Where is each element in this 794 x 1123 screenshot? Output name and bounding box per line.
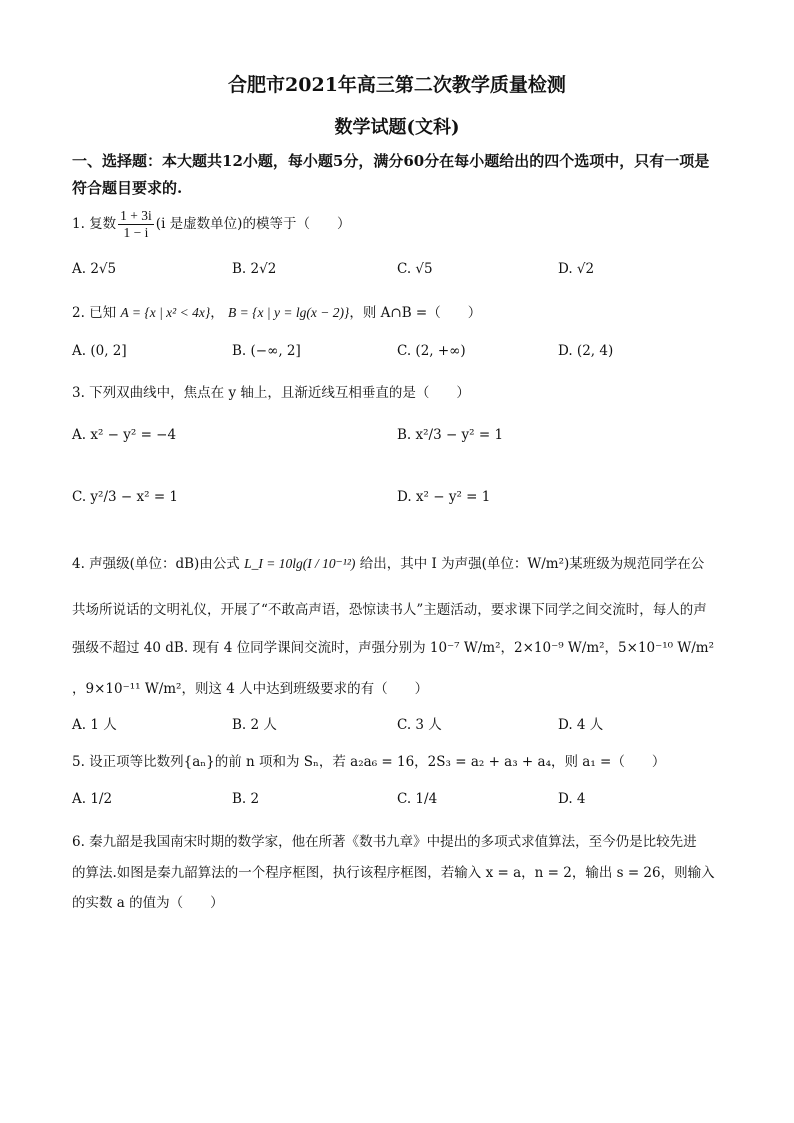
exam-subtitle: 数学试题(文科) <box>334 117 460 138</box>
q5-option-a: A. 1/2 <box>72 791 113 807</box>
q2-text-a: 2. 已知 <box>72 305 117 321</box>
q4-formula: L_I = 10lg(I / 10⁻¹²) <box>244 556 356 571</box>
question-4-line-1 <box>72 552 704 572</box>
question-4-line-3: 强级不超过 40 dB. 现有 4 位同学课间交流时，声强分别为 10⁻⁷ W/m²，2×10⁻⁹ W/m²，5×10⁻¹⁰ W/m² <box>72 640 715 656</box>
q2-text-b: ，则 A∩B =（ ） <box>349 305 482 321</box>
q1-option-d: D. √2 <box>558 261 595 277</box>
q1-option-b: B. 2√2 <box>232 261 277 277</box>
q2-set-a: A = {x | x² < 4x} <box>120 305 211 320</box>
q1-suffix: (i 是虚数单位)的模等于（ ） <box>155 216 351 232</box>
q3-option-d: D. x² − y² = 1 <box>397 489 491 505</box>
q2-option-d: D. (2, 4) <box>558 343 614 359</box>
q4-option-d: D. 4 人 <box>558 717 604 733</box>
q1-frac-numerator: 1 + 3i <box>120 208 152 223</box>
q4-option-c: C. 3 人 <box>397 717 442 733</box>
q4-line1-a: 4. 声强级(单位：dB)由公式 <box>72 556 240 572</box>
question-6-line-2: 的算法.如图是秦九韶算法的一个程序框图，执行该程序框图，若输入 x = a，n = 2，输出 s = 26，则输入 <box>72 865 715 881</box>
q4-line1-b: 给出，其中 I 为声强(单位：W/m²)某班级为规范同学在公 <box>359 556 705 572</box>
q5-option-d: D. 4 <box>558 791 586 807</box>
q5-option-b: B. 2 <box>232 791 260 807</box>
q1-frac-denominator: 1 − i <box>123 225 149 240</box>
question-4-line-2: 共场所说话的文明礼仪，开展了“不敢高声语，恐惊读书人”主题活动，要求课下同学之间交流时，每人的声 <box>72 602 707 618</box>
q1-option-a: A. 2√5 <box>72 261 117 277</box>
q1-prefix: 1. 复数 <box>72 216 117 232</box>
q2-option-b: B. (−∞, 2] <box>232 343 301 359</box>
q1-fraction <box>118 208 154 241</box>
question-1 <box>72 208 350 241</box>
q4-option-b: B. 2 人 <box>232 717 277 733</box>
q2-set-b: B = {x | y = lg(x − 2)} <box>228 305 350 320</box>
question-4-line-4: ，9×10⁻¹¹ W/m²，则这 4 人中达到班级要求的有（ ） <box>72 681 429 697</box>
q3-option-b: B. x²/3 − y² = 1 <box>397 427 504 443</box>
q3-option-c: C. y²/3 − x² = 1 <box>72 489 179 505</box>
question-2 <box>72 301 481 321</box>
q4-option-a: A. 1 人 <box>72 717 117 733</box>
q5-option-c: C. 1/4 <box>397 791 438 807</box>
q2-option-c: C. (2, +∞) <box>397 343 466 359</box>
q2-option-a: A. (0, 2] <box>72 343 127 359</box>
section-header: 一、选择题：本大题共12小题，每小题5分，满分60分在每小题给出的四个选项中，只有一项是符合题目要求的. <box>72 152 710 197</box>
question-5: 5. 设正项等比数列{aₙ}的前 n 项和为 Sₙ，若 a₂a₆ = 16，2S₃ = a₂ + a₃ + a₄，则 a₁ =（ ） <box>72 754 666 770</box>
question-6-line-1: 6. 秦九韶是我国南宋时期的数学家，他在所著《数书九章》中提出的多项式求值算法，至今仍是比较先进 <box>72 834 697 850</box>
question-6-line-3: 的实数 a 的值为（ ） <box>72 895 224 911</box>
q2-sep: ， <box>210 305 224 321</box>
q3-option-a: A. x² − y² = −4 <box>72 427 177 443</box>
q1-option-c: C. √5 <box>397 261 433 277</box>
exam-title: 合肥市2021年高三第二次教学质量检测 <box>228 74 566 96</box>
question-3: 3. 下列双曲线中，焦点在 y 轴上，且渐近线互相垂直的是（ ） <box>72 385 470 401</box>
